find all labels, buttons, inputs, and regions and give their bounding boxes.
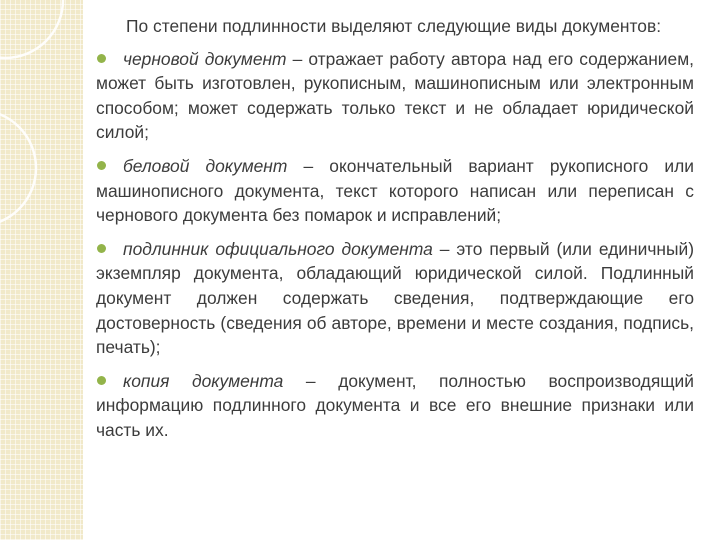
decorative-side-panel xyxy=(0,0,83,540)
list-item-clean-copy xyxy=(96,154,694,228)
term-description: – документ, полностью воспроизводящий информацию подлинного документа и все его внешние признаки или часть их. xyxy=(96,370,694,440)
list-item-original xyxy=(96,237,694,360)
list-item-draft xyxy=(96,47,694,145)
bullet-icon xyxy=(97,244,106,253)
term-label: черновой документ xyxy=(123,48,287,69)
decorative-circles xyxy=(0,0,83,540)
term-description: – это первый (или единичный) экземпляр документа, обладающий юридической силой. Подлинный документ должен содержать сведения, подтверждающие его достоверность (сведения об авторе, времени и месте создания, подпись, печать); xyxy=(96,238,694,358)
term-label: подлинник официального документа xyxy=(123,238,433,259)
bullet-icon xyxy=(97,161,106,170)
intro-paragraph: По степени подлинности выделяют следующие виды документов: xyxy=(126,16,662,36)
term-label: копия документа xyxy=(123,370,284,391)
term-description: – окончательный вариант рукописного или машинописного документа, текст которого написан или переписан с чернового документа без помарок и исправлений; xyxy=(96,155,694,226)
term-description: – отражает работу автора над его содержанием, может быть изготовлен, рукописным, машинописным или электронным способом; может содержать только текст и не обладает юридической силой; xyxy=(96,48,694,143)
term-label: беловой документ xyxy=(123,155,288,176)
list-item-copy xyxy=(96,369,694,443)
bullet-icon xyxy=(97,376,106,385)
bullet-icon xyxy=(97,54,106,63)
document-text xyxy=(96,14,694,452)
